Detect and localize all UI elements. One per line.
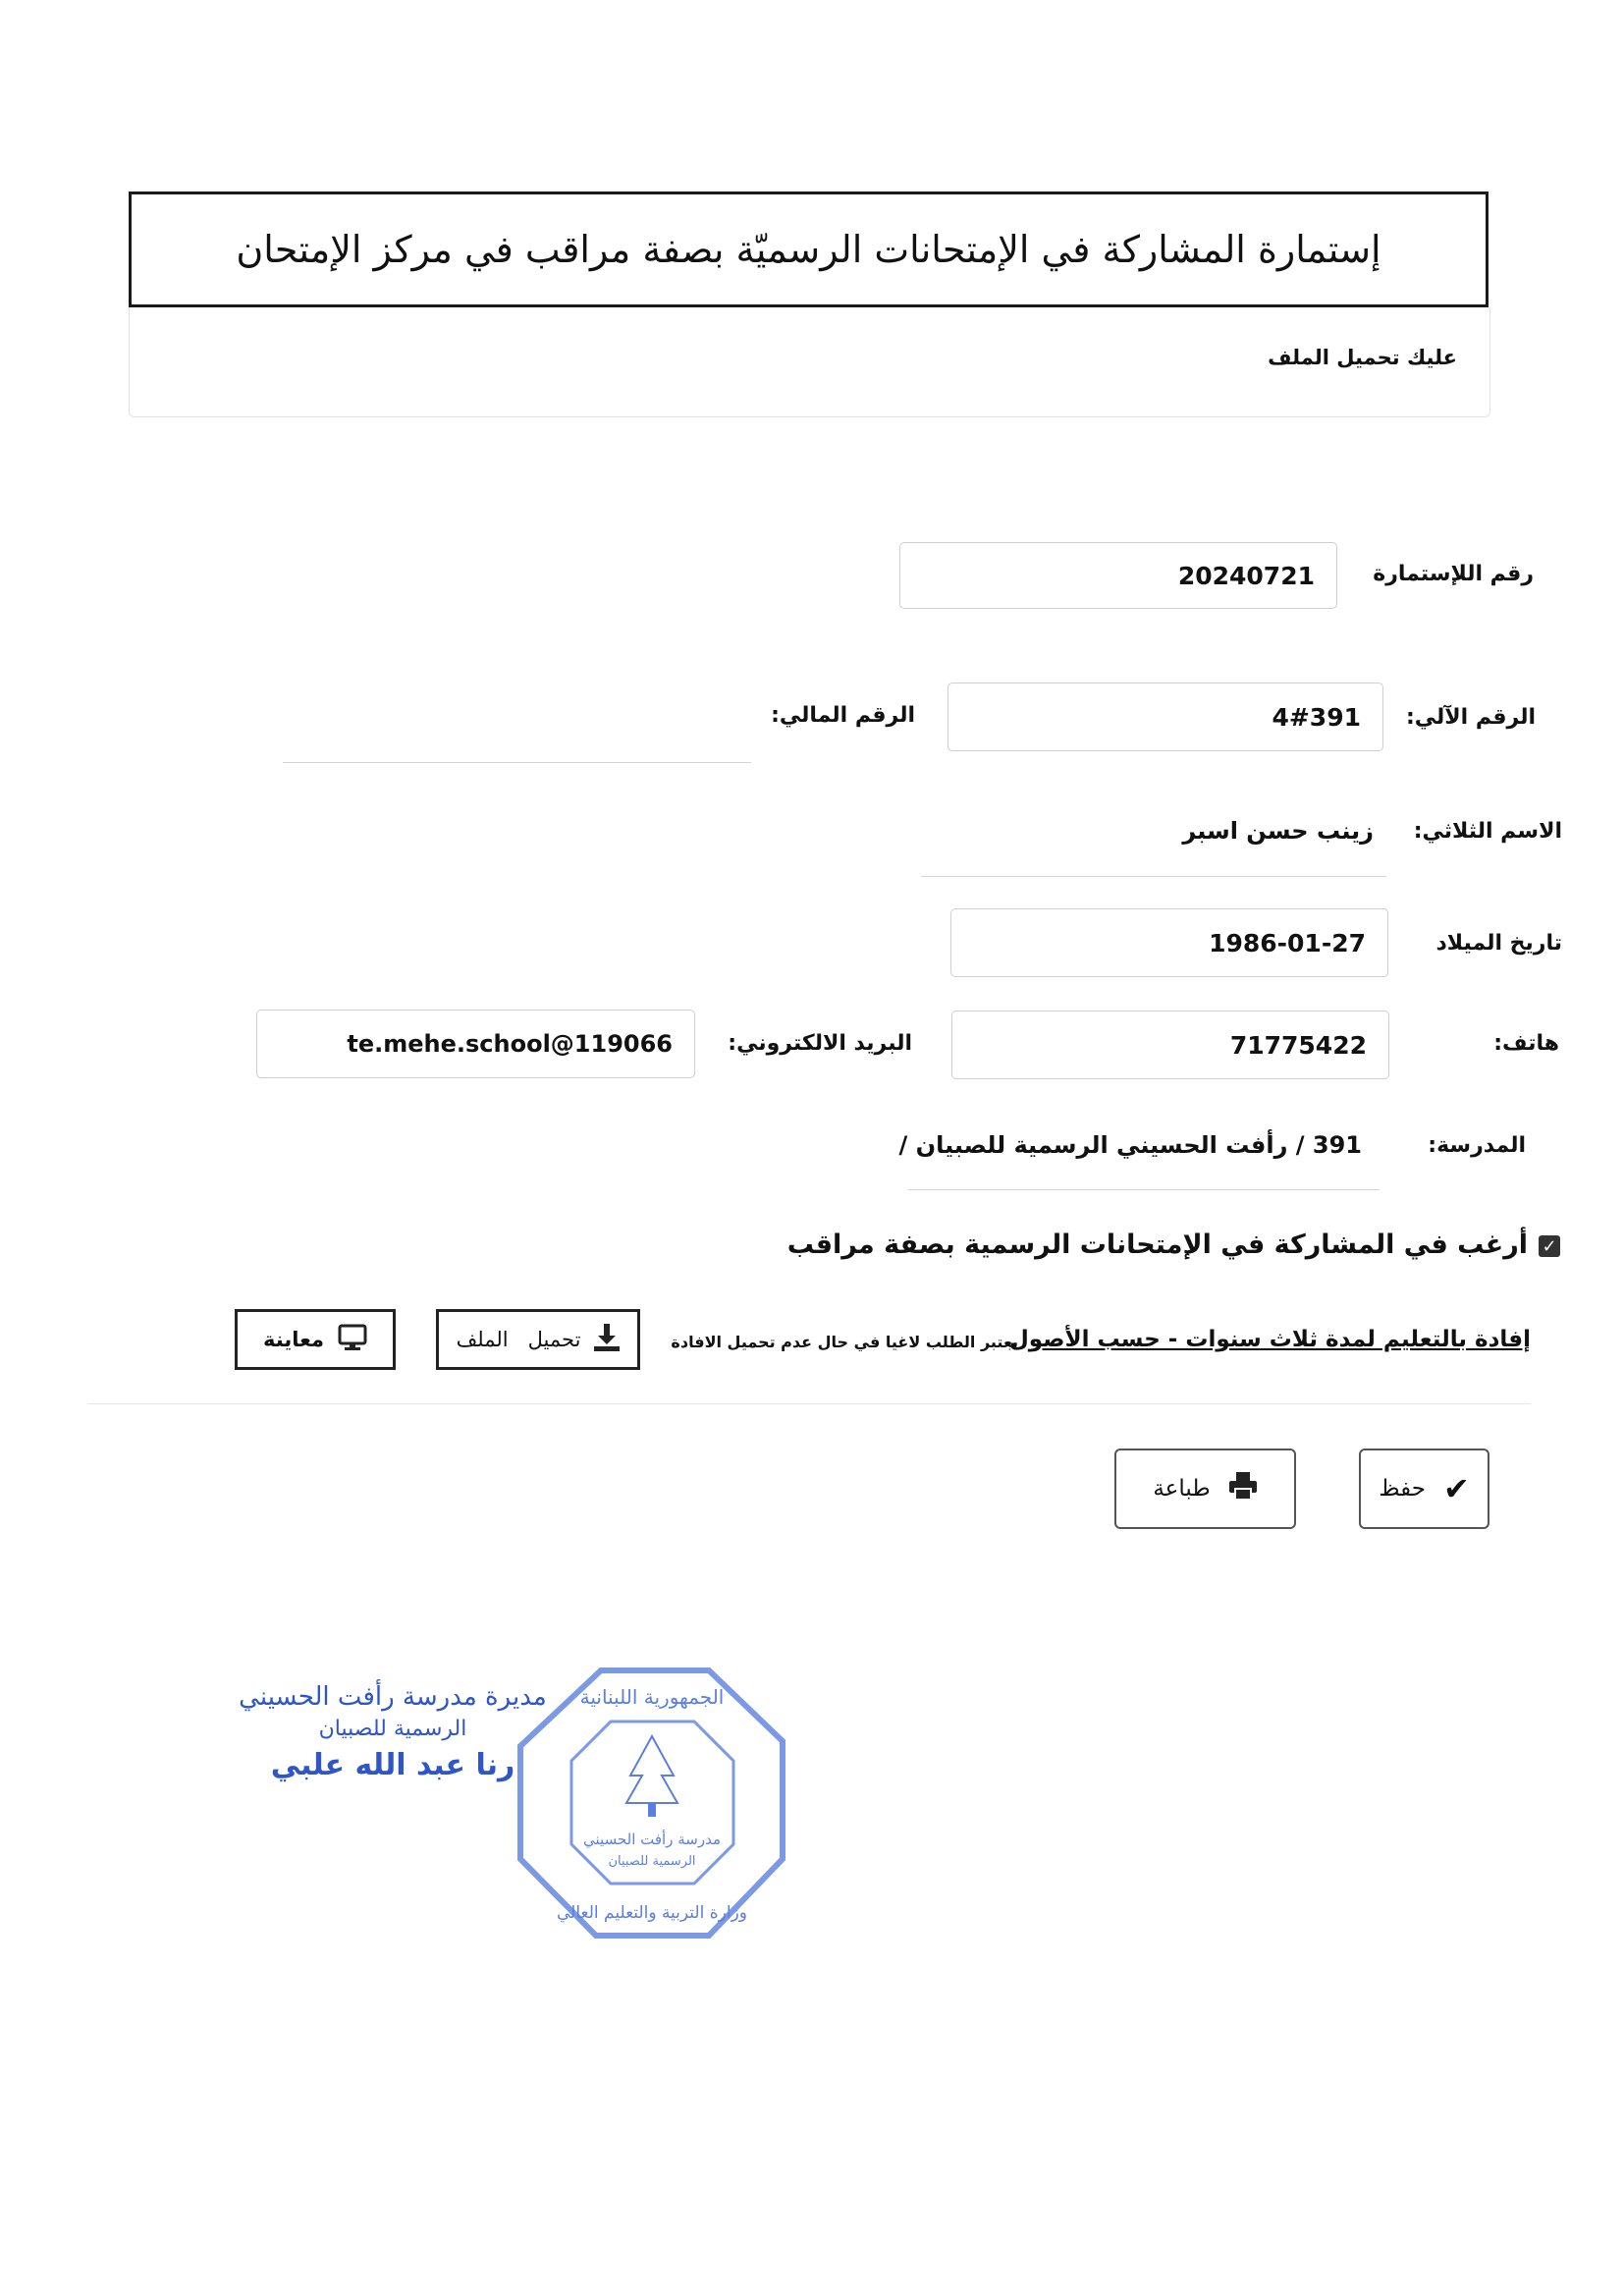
- check-icon: ✓: [1542, 1235, 1557, 1257]
- upload-notice: عليك تحميل الملف: [1268, 346, 1457, 369]
- principal-signature: [211, 1679, 574, 1786]
- school-underline: [908, 1189, 1380, 1190]
- email-label: البريد الالكتروني:: [728, 1031, 912, 1056]
- checkmark-icon: ✔: [1442, 1470, 1470, 1507]
- full-name-underline: [921, 876, 1386, 877]
- save-label: حفظ: [1379, 1476, 1426, 1502]
- upload-file-button[interactable]: [436, 1309, 640, 1370]
- phone-label: هاتف:: [1493, 1031, 1559, 1056]
- certificate-note: يعتبر الطلب لاغيا في حال عدم تحميل الافادة: [671, 1333, 1018, 1351]
- participate-checkbox[interactable]: [1539, 1235, 1560, 1257]
- form-number-label: رقم اللإستمارة: [1373, 562, 1534, 586]
- svg-text:وزارة التربية والتعليم العالي: وزارة التربية والتعليم العالي: [556, 1903, 748, 1923]
- upload-file-label: تحميل الملف: [456, 1328, 581, 1351]
- print-button[interactable]: [1114, 1449, 1296, 1529]
- signature-title: مديرة مدرسة رأفت الحسيني: [239, 1682, 547, 1712]
- financial-number-label: الرقم المالي:: [771, 703, 915, 728]
- auto-number-label: الرقم الآلي:: [1405, 705, 1536, 730]
- birth-date-field[interactable]: 1986-01-27: [950, 908, 1388, 977]
- auto-number-field[interactable]: 4#391: [947, 683, 1383, 751]
- certificate-label: إفادة بالتعليم لمدة ثلاث سنوات - حسب الأصول: [1008, 1327, 1531, 1352]
- monitor-icon: [338, 1324, 367, 1356]
- full-name-value: زينب حسن اسبر: [1182, 817, 1374, 845]
- printer-icon: [1228, 1471, 1258, 1506]
- page-title: إستمارة المشاركة في الإمتحانات الرسميّة بصفة مراقب في مركز الإمتحان: [236, 228, 1381, 271]
- phone-field[interactable]: 71775422: [951, 1011, 1389, 1079]
- save-button[interactable]: [1359, 1449, 1489, 1529]
- preview-label: معاينة: [263, 1328, 324, 1351]
- print-label: طباعة: [1153, 1476, 1211, 1502]
- email-field[interactable]: te.mehe.school@119066: [256, 1010, 695, 1078]
- form-number-field[interactable]: 20240721: [899, 542, 1337, 609]
- svg-text:مدرسة رأفت الحسيني: مدرسة رأفت الحسيني: [583, 1831, 721, 1848]
- svg-text:الرسمية للصبيان: الرسمية للصبيان: [608, 1854, 696, 1869]
- birth-date-label: تاريخ الميلاد: [1435, 931, 1562, 956]
- participate-checkbox-label: أرغب في المشاركة في الإمتحانات الرسمية بصفة مراقب: [786, 1230, 1528, 1260]
- section-divider: [88, 1403, 1531, 1404]
- school-value: 391 / رأفت الحسيني الرسمية للصبيان /: [898, 1131, 1362, 1159]
- preview-button[interactable]: [235, 1309, 396, 1370]
- school-label: المدرسة:: [1428, 1133, 1526, 1158]
- download-icon: [594, 1324, 620, 1356]
- full-name-label: الاسم الثلاثي:: [1413, 819, 1562, 844]
- signature-subtitle: الرسمية للصبيان: [318, 1717, 467, 1742]
- signature-name: رنا عبد الله علبي: [270, 1748, 515, 1783]
- svg-text:الجمهورية اللبنانية: الجمهورية اللبنانية: [579, 1685, 725, 1709]
- financial-number-underline: [283, 762, 751, 763]
- form-title-box: [129, 191, 1489, 307]
